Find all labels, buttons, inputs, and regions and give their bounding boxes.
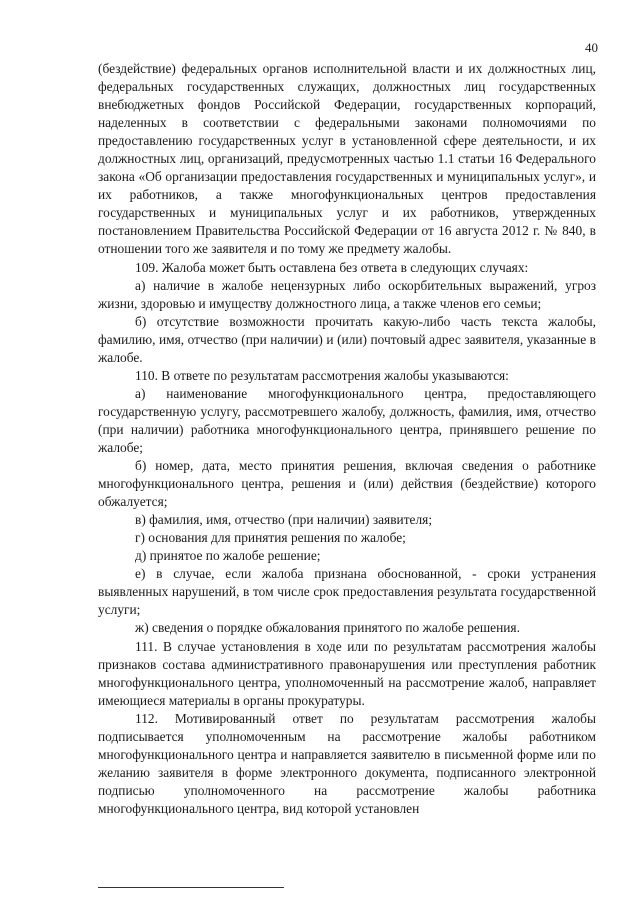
paragraph-110-v: в) фамилия, имя, отчество (при наличии) заявителя; — [135, 512, 433, 528]
paragraph-110-a: а) наименование многофункционального центра, предоставляющего государственную услугу, рассмотревшего жалобу, должность, фамилия, имя, отчество (при наличии) работника многофункционального центра, принявшего решение по жалобе; — [98, 385, 596, 455]
paragraph-109-b: б) отсутствие возможности прочитать какую-либо часть текста жалобы, фамилию, имя, отчество (при наличии) и (или) почтовый адрес заявителя, указанные в жалобе. — [98, 313, 596, 365]
page-number: 40 — [585, 40, 598, 55]
paragraph-109: 109. Жалоба может быть оставлена без ответа в следующих случаях: — [135, 259, 529, 275]
paragraph-110-e: е) в случае, если жалоба признана обоснованной, - сроки устранения выявленных нарушений, в том числе срок предоставления результата государственной услуги; — [98, 566, 596, 618]
footnote-separator-line — [98, 887, 284, 888]
paragraph-111: 111. В случае установления в ходе или по результатам рассмотрения жалобы признаков состава административного правонарушения или преступления работник многофункционального центра, уполномоченный на рассмотрение жалоб, направляет имеющиеся материалы в органы прокуратуры. — [98, 638, 596, 708]
paragraph-110-b: б) номер, дата, место принятия решения, включая сведения о работнике многофункционального центра, решения и (или) действия (бездействие) которого обжалуется; — [98, 458, 596, 510]
paragraph-continuation: (бездействие) федеральных органов исполнительной власти и их должностных лиц, федеральных государственных служащих, должностных лиц государственных внебюджетных фондов Российской Федерации, государственных корпораций, наделенных в соответствии с федеральными законами полномочиями по предоставлению государственных услуг в установленной сфере деятельности, и их должностных лиц, организаций, предусмотренных частью 1.1 статьи 16 Федерального закона «Об организации предоставления государственных и муниципальных услуг», и их работников, а также многофункциональных центров предоставления государственных и муниципальных услуг и их работников, утвержденных постановлением Правительства Российской Федерации от 16 августа 2012 г. № 840, в отношении того же заявителя и по тому же предмету жалобы. — [98, 61, 596, 257]
paragraph-110-d: д) принятое по жалобе решение; — [135, 548, 321, 564]
body-text — [98, 60, 596, 818]
paragraph-112: 112. Мотивированный ответ по результатам рассмотрения жалобы подписывается уполномоченным на рассмотрение жалобы работником многофункционального центра и направляется заявителю в письменной форме или по желанию заявителя в форме электронного документа, подписанного электронной подписью уполномоченного на рассмотрение жалобы работника многофункционального центра, вид которой установлен — [98, 710, 596, 816]
paragraph-110-g: г) основания для принятия решения по жалобе; — [135, 530, 406, 546]
paragraph-110: 110. В ответе по результатам рассмотрения жалобы указываются: — [135, 367, 509, 383]
paragraph-109-a: а) наличие в жалобе нецензурных либо оскорбительных выражений, угроз жизни, здоровью и имуществу должностного лица, а также членов его семьи; — [98, 277, 596, 311]
paragraph-110-zh: ж) сведения о порядке обжалования принятого по жалобе решения. — [135, 620, 520, 636]
